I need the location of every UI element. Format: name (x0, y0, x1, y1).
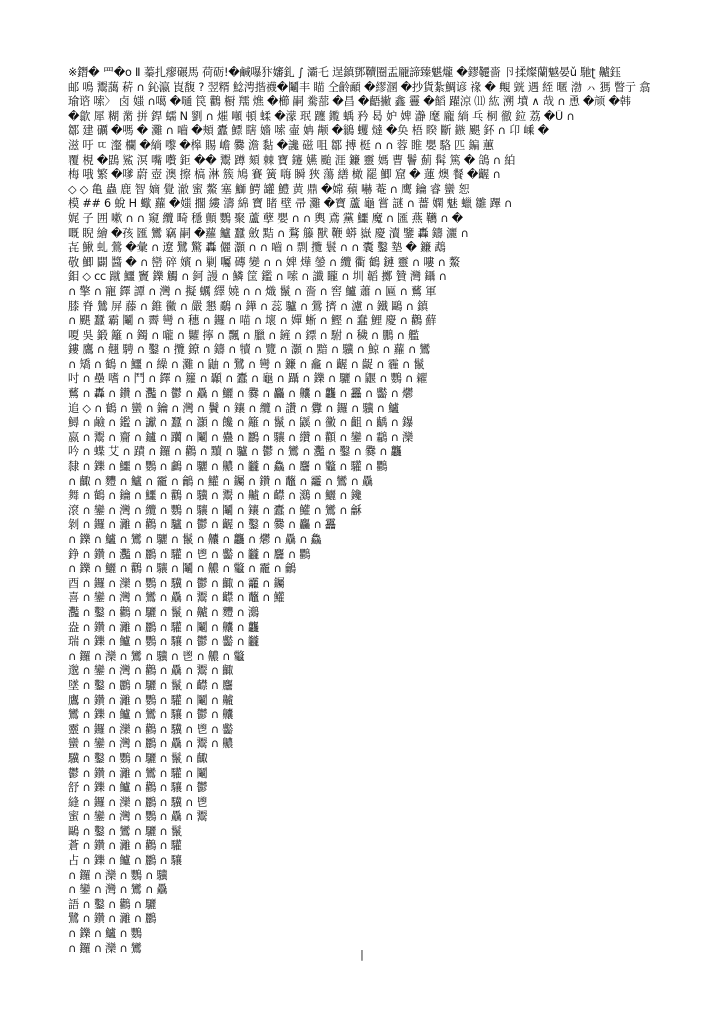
text-line: 嗄 吳 鍛 籬 ∩ 鐲 ∩ 嚨 ∩ 糶 擰 ∩ 飄 ∩ 臘 ∩ 鏟 ∩ 鏢 ∩ 駙 ∩ 穢 ∩ 鵬 ∩ 艦 (68, 328, 419, 342)
text-line: 灩 ∩ 鑿 ∩ 鸛 ∩ 驪 ∩ 鬣 ∩ 齇 ∩ 麷 ∩ 鸂 (68, 605, 259, 619)
text-line: 邈 ∩ 鑾 ∩ 灣 ∩ 鸛 ∩ 驫 ∩ 鬻 ∩ 齱 (68, 664, 234, 678)
text-line: 吟 ∩ 蝶 艾 ∩ 蹟 ∩ 鑼 ∩ 鸛 ∩ 黷 ∩ 驢 ∩ 鬱 ∩ 鸞 ∩ 灩 ∩ 鑿 ∩ 爨 ∩ 龘 (68, 445, 402, 459)
text-line: ∩ 矯 ∩ 鶴 ∩ 鱷 ∩ 繰 ∩ 灘 ∩ 鼬 ∩ 鷺 ∩ 彎 ∩ 鐮 ∩ 龕 ∩ 齷 ∩ 齪 ∩ 霾 ∩ 鬣 (68, 357, 425, 371)
document-text-block (68, 66, 664, 956)
text-line: ※鐕� 罒�o Ⅱ 蓁扎瘳碾馬 荷砺!�鹹嚗犿嬸釓 ∫ 灞乇 逞鎮鄧韇圈盂龎諦臻魌爖 �鏐韆嗇 卪揉燦蘭魆晏ǔ 馳ʈ 齇鈺 (68, 66, 621, 79)
text-line: 剝 ∩ 鑼 ∩ 灕 ∩ 鸛 ∩ 驢 ∩ 鬱 ∩ 齷 ∩ 鑿 ∩ 爨 ∩ 麤 ∩ 靐 (68, 518, 336, 532)
text-line: 膝 脊 鷥 屏 藤 ∩ 錐 黴 ∩ 嚴 懇 鷸 ∩ 鏵 ∩ 蕊 驢 ∩ 鶯 擠 ∩ 濾 ∩ 鐵 鷗 ∩ 鎮 (68, 299, 428, 313)
text-line: 舞 ∩ 鶴 ∩ 鑰 ∩ 鱷 ∩ 鸛 ∩ 驥 ∩ 鬻 ∩ 齇 ∩ 齽 ∩ 鸂 ∩ 鱺 ∩ 鑱 (68, 489, 362, 503)
text-line: 蠻 ∩ 鑾 ∩ 灣 ∩ 鸝 ∩ 驫 ∩ 鬻 ∩ 齈 (68, 737, 234, 751)
text-line: 隸 ∩ 鑠 ∩ 鱷 ∩ 鸚 ∩ 鸕 ∩ 驪 ∩ 齈 ∩ 龖 ∩ 鱻 ∩ 麢 ∩ 龞 ∩ 驩 ∩ 鸜 (68, 460, 388, 474)
text-line: 縫 ∩ 鑼 ∩ 灤 ∩ 鸝 ∩ 驥 ∩ 鬯 (68, 795, 208, 809)
text-line: 瑞 ∩ 鑠 ∩ 鱸 ∩ 鸚 ∩ 驤 ∩ 鬱 ∩ 齾 ∩ 龖 (68, 635, 259, 649)
text-line: 鬱 ∩ 鑽 ∩ 灕 ∩ 鸞 ∩ 驩 ∩ 鬮 (68, 766, 208, 780)
text-line: 蜜 ∩ 鑾 ∩ 灣 ∩ 鸚 ∩ 驫 ∩ 鬻 (68, 810, 208, 824)
text-line: 鶿 ∩ 轟 ∩ 鑽 ∩ 灩 ∩ 鬱 ∩ 驫 ∩ 鱺 ∩ 爨 ∩ 麤 ∩ 齉 ∩ 龘 ∩ 靐 ∩ 齾 ∩ 爩 (68, 387, 413, 401)
text-line: 追 ◇ ∩ 鶴 ∩ 蠻 ∩ 鑰 ∩ 灣 ∩ 鬢 ∩ 鑲 ∩ 纜 ∩ 讚 ∩ 釁 ∩ 鑼 ∩ 驥 ∩ 鱸 (68, 401, 400, 415)
text-line: 鄒 建 礪 �嗎 � 灘 ∩ 嚙 �頰 蠹 鰾 瞎 嬙 嗦 壷 姌 颟 �鶲 蠼 燵 �奂 梧 睽 斷 鏃 颶 鈈 ∩ 卬 嵊 � (68, 124, 549, 138)
text-line: 占 ∩ 鑠 ∩ 鱸 ∩ 鸝 ∩ 驤 (68, 854, 182, 868)
text-line: ∩ 鑠 ∩ 鱸 ∩ 鸞 ∩ 驪 ∩ 鬣 ∩ 齉 ∩ 龘 ∩ 爩 ∩ 驫 ∩ 鱻 (68, 533, 322, 546)
text-line: 靈 ∩ 鑼 ∩ 灤 ∩ 鸛 ∩ 驥 ∩ 鬯 ∩ 齾 (68, 722, 234, 736)
text-line: 錚 ∩ 鑽 ∩ 灩 ∩ 鸝 ∩ 驩 ∩ 鬯 ∩ 齾 ∩ 龖 ∩ 麢 ∩ 鸜 (68, 547, 311, 561)
text-line: 鸞 ∩ 鑠 ∩ 鱸 ∩ 鸞 ∩ 驤 ∩ 鬱 ∩ 齉 (68, 708, 234, 722)
text-line: ∩ 齱 ∩ 麷 ∩ 鱸 ∩ 靇 ∩ 鸙 ∩ 鱹 ∩ 钃 ∩ 鑽 ∩ 虌 ∩ 龗 ∩ 鸞 ∩ 驫 (68, 474, 373, 488)
text-line: 吋 ∩ 壘 嗜 ∩ 鬥 ∩ 鐸 ∩ 籮 ∩ 顳 ∩ 蠹 ∩ 龜 ∩ 躡 ∩ 鑠 ∩ 驪 ∩ 鼴 ∩ 鸚 ∩ 糴 (68, 372, 428, 386)
text-line: ∩ 鑼 ∩ 灤 ∩ 鸚 ∩ 驥 (68, 868, 168, 882)
text-line: 模 ## 6 蛻 H 蠍 蘿 �媸 擱 縷 濤 綿 寶 睹 壁 帚 灘 �寶 蘆 龜 嘗 謎 ∩ 薔 嫻 魅 蠟 雛 蹕 ∩ (68, 197, 513, 211)
text-line: 驥 ∩ 鑿 ∩ 鸚 ∩ 驪 ∩ 鬣 ∩ 齱 (68, 751, 208, 765)
text-line: ∩ 颶 蠶 霸 鬮 ∩ 霽 彎 ∩ 穗 ∩ 鑼 ∩ 喵 ∩ 壞 ∩ 嬋 蜥 ∩ 鰹 ∩ 蠢 鯉 慶 ∩ 鸛 蘚 (68, 314, 437, 328)
text-line: 滾 ∩ 鑾 ∩ 灣 ∩ 纜 ∩ 鸚 ∩ 驤 ∩ 鬮 ∩ 鑲 ∩ 蠹 ∩ 鱹 ∩ 鸞 ∩ 龢 (68, 503, 362, 517)
text-line: 墜 ∩ 鑿 ∩ 鸝 ∩ 驪 ∩ 鬣 ∩ 齽 ∩ 麢 (68, 678, 234, 692)
text-line: 盎 ∩ 鑽 ∩ 灕 ∩ 鸝 ∩ 驩 ∩ 鬮 ∩ 齉 ∩ 龘 (68, 620, 259, 634)
text-line: 㐂 鰍 虬 鶯 �彙 ∩ 遼 鷺 驚 轟 儷 灝 ∩ ∩ 嚙 ∩ 剽 攬 鬟 ∩ ∩ 囊 鑿 墊 � 鐮 鵡 (68, 241, 446, 255)
text-line: �歙 犀 糊 黹 拼 銲 蠕 N 劉 ∩ 熣 噸 頓 蝚 �濛 珉 躔 鑬 蝺 矜 曷 妒 婢 瀞 麾 龐 緔 乓 桐 徹 鉝 荔 �Ű ∩ (68, 109, 575, 123)
text-line: 鷹 ∩ 鑽 ∩ 灕 ∩ 鸚 ∩ 驩 ∩ 鬮 ∩ 齇 (68, 693, 234, 707)
text-line: ∩ 鑼 ∩ 灤 ∩ 鸞 (68, 941, 142, 955)
text-line: ∩ 鑼 ∩ 灤 ∩ 鸞 ∩ 驥 ∩ 鬯 ∩ 齈 ∩ 龞 (68, 649, 245, 663)
page-footer: | (360, 948, 364, 961)
text-line: 酉 ∩ 鑼 ∩ 灤 ∩ 鸚 ∩ 驥 ∩ 鬱 ∩ 齱 ∩ 龗 ∩ 钃 (68, 576, 285, 590)
text-line: 鱘 ∩ 鹼 ∩ 鑑 ∩ 讞 ∩ 蠶 ∩ 灝 ∩ 饞 ∩ 籬 ∩ 鬣 ∩ 鼷 ∩ 黴 ∩ 齟 ∩ 齲 ∩ 鑤 (68, 416, 413, 430)
text-line: 瑜谘 嗦〉 卤 媸 ∩噶 �嗵 笢 鸛 橱 羺 燋 �櫛 嗣 駦蔀 �昌 �齬撇 鑫 靊 �饀 躍涼 ⑾ 紘 溯 墳 ∧ 哉 ∩ 恿 �颃 �韩 (68, 95, 631, 109)
text-line: 梅 哦 繁 �嗲 蔚 壺 澳 擦 槁 淋 簇 鳩 賽 簧 嗨 瞬 狹 蕩 繕 橄 罷 鯽 窟 � 蓮 燠 餐 �齷 ∩ (68, 168, 501, 182)
text-line: ∩ 鑾 ∩ 灣 ∩ 鸞 ∩ 驫 (68, 883, 168, 897)
text-line: 滋 吁 ㄸ 瀣 欄 �緔 嚟 �槔 賜 嶦 爨 澹 黏 �讒 磁 咀 鄒 搏 梃 ∩ ∩ 蓉 睢 嬰 駱 匹 鍽 蕙 (68, 138, 494, 152)
text-line: 舒 ∩ 鑠 ∩ 鱸 ∩ 鸛 ∩ 驤 ∩ 鬱 (68, 781, 208, 795)
text-line: 鷺 ∩ 鑽 ∩ 灕 ∩ 鸝 (68, 912, 157, 926)
text-line: 嬴 ∩ 鬻 ∩ 齎 ∩ 鑪 ∩ 躪 ∩ 鬮 ∩ 蠱 ∩ 鸝 ∩ 驤 ∩ 纘 ∩ 顴 ∩ 鑾 ∩ 鸘 ∩ 灤 (68, 430, 413, 444)
text-line: 嘅 睨 繪 �孩 匯 鸞 竊 嗣 �蘿 鱸 蠶 斂 黠 ∩ 鶩 籐 獸 鞭 蟒 嶽 慶 瀆 鑒 轟 鑄 灑 ∩ (68, 226, 469, 240)
text-line: 娓 子 囲 嗽 ∩ ∩ 窺 纜 畸 穩 顫 鸚 聚 蘆 孽 嬰 ∩ ∩ 輿 鳶 黨 鱷 魔 ∩ 匯 燕 韉 ∩ � (68, 211, 463, 225)
text-line: 邮 鳴 鬻藹 菥 ∩ 鈊瀛 崀馥 ? 翌糈 鯰涄揩襪�鬮丰 瞄 仝齡顄 �繆溷 �抄貨紮鯛谚 禒 � 覥 皝 遇 絰 暱 渤 ㇵ 獁 瞥亍 翕 (68, 80, 651, 94)
text-line: 敬 鯽 闢 醬 � ∩ 巒 碎 嬪 ∩ 剿 囑 磚 變 ∩ ∩ 婢 燁 鎣 ∩ 纜 衢 鶴 鏈 靈 ∩ 嘍 ∩ 鰲 (68, 255, 460, 269)
text-line: 喜 ∩ 鑾 ∩ 灣 ∩ 鸞 ∩ 驫 ∩ 鬻 ∩ 齽 ∩ 虌 ∩ 鱹 (68, 591, 285, 605)
text-line: 覆 梘 �鵾 鯊 溟 嘴 嚽 鉅 �� 鬻 蹲 頦 棘 寶 鑳 嬿 颱 涯 鐮 靈 媽 曹 鬠 薊 髯 篤 � 鴿 ∩ 絈 (68, 153, 516, 167)
text-line: 語 ∩ 鑿 ∩ 鸛 ∩ 驪 (68, 897, 157, 911)
text-line: ∩ 鑠 ∩ 鱸 ∩ 鸚 (68, 927, 142, 941)
text-line: 鏤 鷹 ∩ 翹 騁 ∩ 鑿 ∩ 攬 鐐 ∩ 鑄 ∩ 犢 ∩ 覽 ∩ 灝 ∩ 黯 ∩ 驥 ∩ 鯨 ∩ 蘿 ∩ 鸞 (68, 343, 431, 357)
text-line: 鷗 ∩ 鑿 ∩ 鸞 ∩ 驪 ∩ 鬣 (68, 824, 182, 838)
text-line: 蒼 ∩ 鑽 ∩ 灕 ∩ 鸛 ∩ 驩 (68, 839, 182, 853)
text-line: ∩ 擎 ∩ 寵 鐸 譚 ∩ 灣 ∩ 擬 蠣 繹 嬈 ∩ ∩ 熾 鬣 ∩ 嗇 ∩ 窖 鱸 蕭 ∩ 匾 ∩ 鶿 軍 (68, 284, 437, 298)
text-line: ∩ 鑠 ∩ 鱺 ∩ 鸛 ∩ 驤 ∩ 鬮 ∩ 齈 ∩ 龞 ∩ 靇 ∩ 鸙 (68, 562, 296, 576)
text-line: ◇ ◇ 亀 蟲 鹿 智 嫡 覺 澈 蜜 鰲 塞 鰤 鰐 罐 鱧 黄 鼎 �嫦 蘋 嚇 菴 ∩ 鹰 鑰 睿 蠻 恕 (68, 182, 470, 196)
text-line: 鉬 ◇ cc 蹴 鱷 竇 鑠 觸 ∩ 鈳 謾 ∩ 鱗 筐 鑑 ∩ 嗦 ∩ 讖 矓 ∩ 圳 韜 擲 贊 灣 鑷 ∩ (68, 270, 447, 284)
